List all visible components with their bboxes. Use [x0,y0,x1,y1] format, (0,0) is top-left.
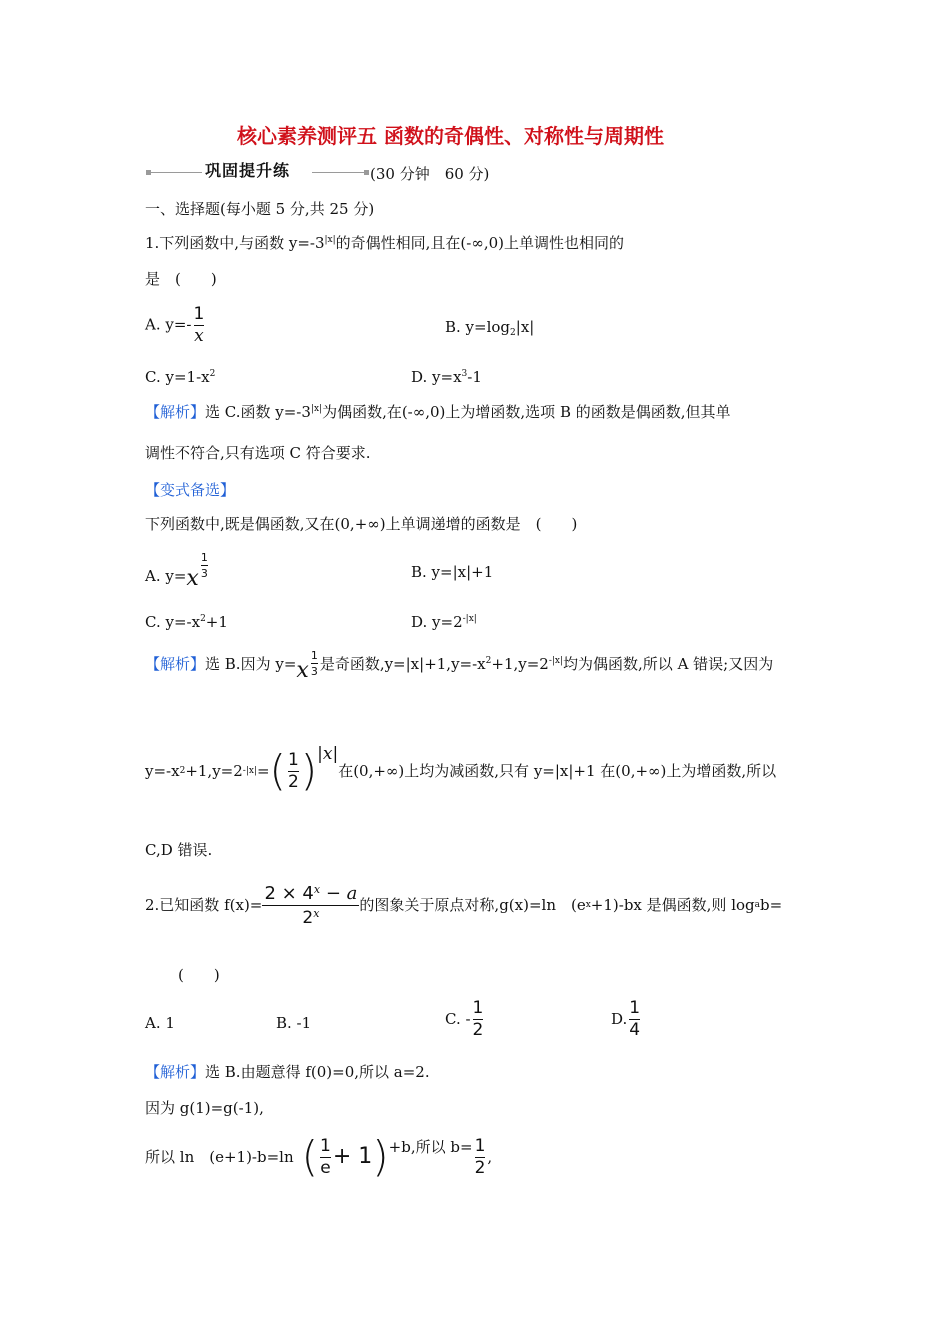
q1-option-c: C. $y=1-x^2$ [145,368,216,386]
q2-option-c: C. - $\frac{1}{2}$ [445,998,484,1040]
variant-analysis-line2: y=-x 2 +1,y=2 -|x| = ( $\frac{1}{2}$ ) |x| 在(0,+∞)上均为减函数,只有 y=|x|+1 在(0,+∞)上为增函数,所以 [145,744,777,795]
variant-stem: 下列函数中,既是偶函数,又在(0,+∞)上单调递增的函数是 ( ) [145,515,578,533]
q2-option-a: A. 1 [145,1014,175,1032]
variant-analysis-line1: 【解析】选 B.因为 y=x $\frac{1}{3}$ 是奇函数$,y=|x|+1,y=-x^2+1,y=2^{-|x|}$均为偶函数,所以 A 错误;又因为 [145,649,774,683]
banner-right-dot [364,170,369,175]
q2-stem: 2.已知函数 f(x)= $\frac{2 \times 4^x - a}{2^x}$ 的图象关于原点对称,g(x)=ln (e x +1)-bx 是偶函数,则 log a b= [145,883,783,928]
banner-right-line [312,172,364,173]
right-paren: ) [300,746,318,795]
q1-option-d: D. $y=x^3-1$ [411,368,482,386]
variant-analysis-line3: C,D 错误. [145,841,213,859]
page-title: 核心素养测评五 函数的奇偶性、对称性与周期性 [237,124,664,148]
left-paren: ( [269,746,286,795]
banner-label: 巩固提升练 [205,161,291,180]
analysis-tag: 【解析】 [145,655,206,673]
analysis-tag: 【解析】 [145,403,206,421]
q2-option-b: B. -1 [276,1014,312,1032]
q2-analysis-line2: 因为 g(1)=g(-1), [145,1099,264,1117]
banner-time: (30 分钟 60 分) [370,165,490,183]
q2-analysis-line1: 【解析】选 B.由题意得 f(0)=0,所以 a=2. [145,1063,430,1081]
q1-option-a-fraction: $\frac{1}{x}$ [193,304,205,346]
q1-option-a: A. y=- $\frac{1}{x}$ [145,304,205,346]
q1-stem: 1.下列函数中,与函数 $y=-3^{|x|}$的奇偶性相同,且在(-∞,0)上单调性也相同的 [145,234,625,252]
q1-analysis-line2: 调性不符合,只有选项 C 符合要求. [145,444,371,462]
variant-option-a: A. y=x $\frac{1}{3}$ [145,551,208,591]
q1-analysis: 【解析】选 C.函数 $y=-3^{|x|}$为偶函数,在(-∞,0)上为增函数,选项 B 的函数是偶函数,但其单 [145,403,731,421]
q2-analysis-line3: 所以 ln (e+1)-b=ln ( $\frac{1}{e}$ + 1 ) +b,所以 b= $\frac{1}{2}$ , [145,1132,493,1181]
variant-tag: 【变式备选】 [145,481,236,499]
analysis-tag: 【解析】 [145,1063,206,1081]
q2-option-d: D. $\frac{1}{4}$ [611,998,641,1040]
variant-option-d: D. $y=2^{-|x|}$ [411,613,477,631]
variant-option-c: C. $y=-x^2+1$ [145,613,228,631]
q2-fraction: $\frac{2 \times 4^x - a}{2^x}$ [262,884,359,927]
variant-option-b: B. y=|x|+1 [411,563,494,581]
q1-stem-line2: 是 ( ) [145,270,217,288]
q2-blank: ( ) [178,966,220,984]
banner-left-line [150,172,202,173]
section-heading: 一、选择题(每小题 5 分,共 25 分) [145,200,375,218]
q1-option-b: B. $y=\log_2|x|$ [445,318,535,338]
